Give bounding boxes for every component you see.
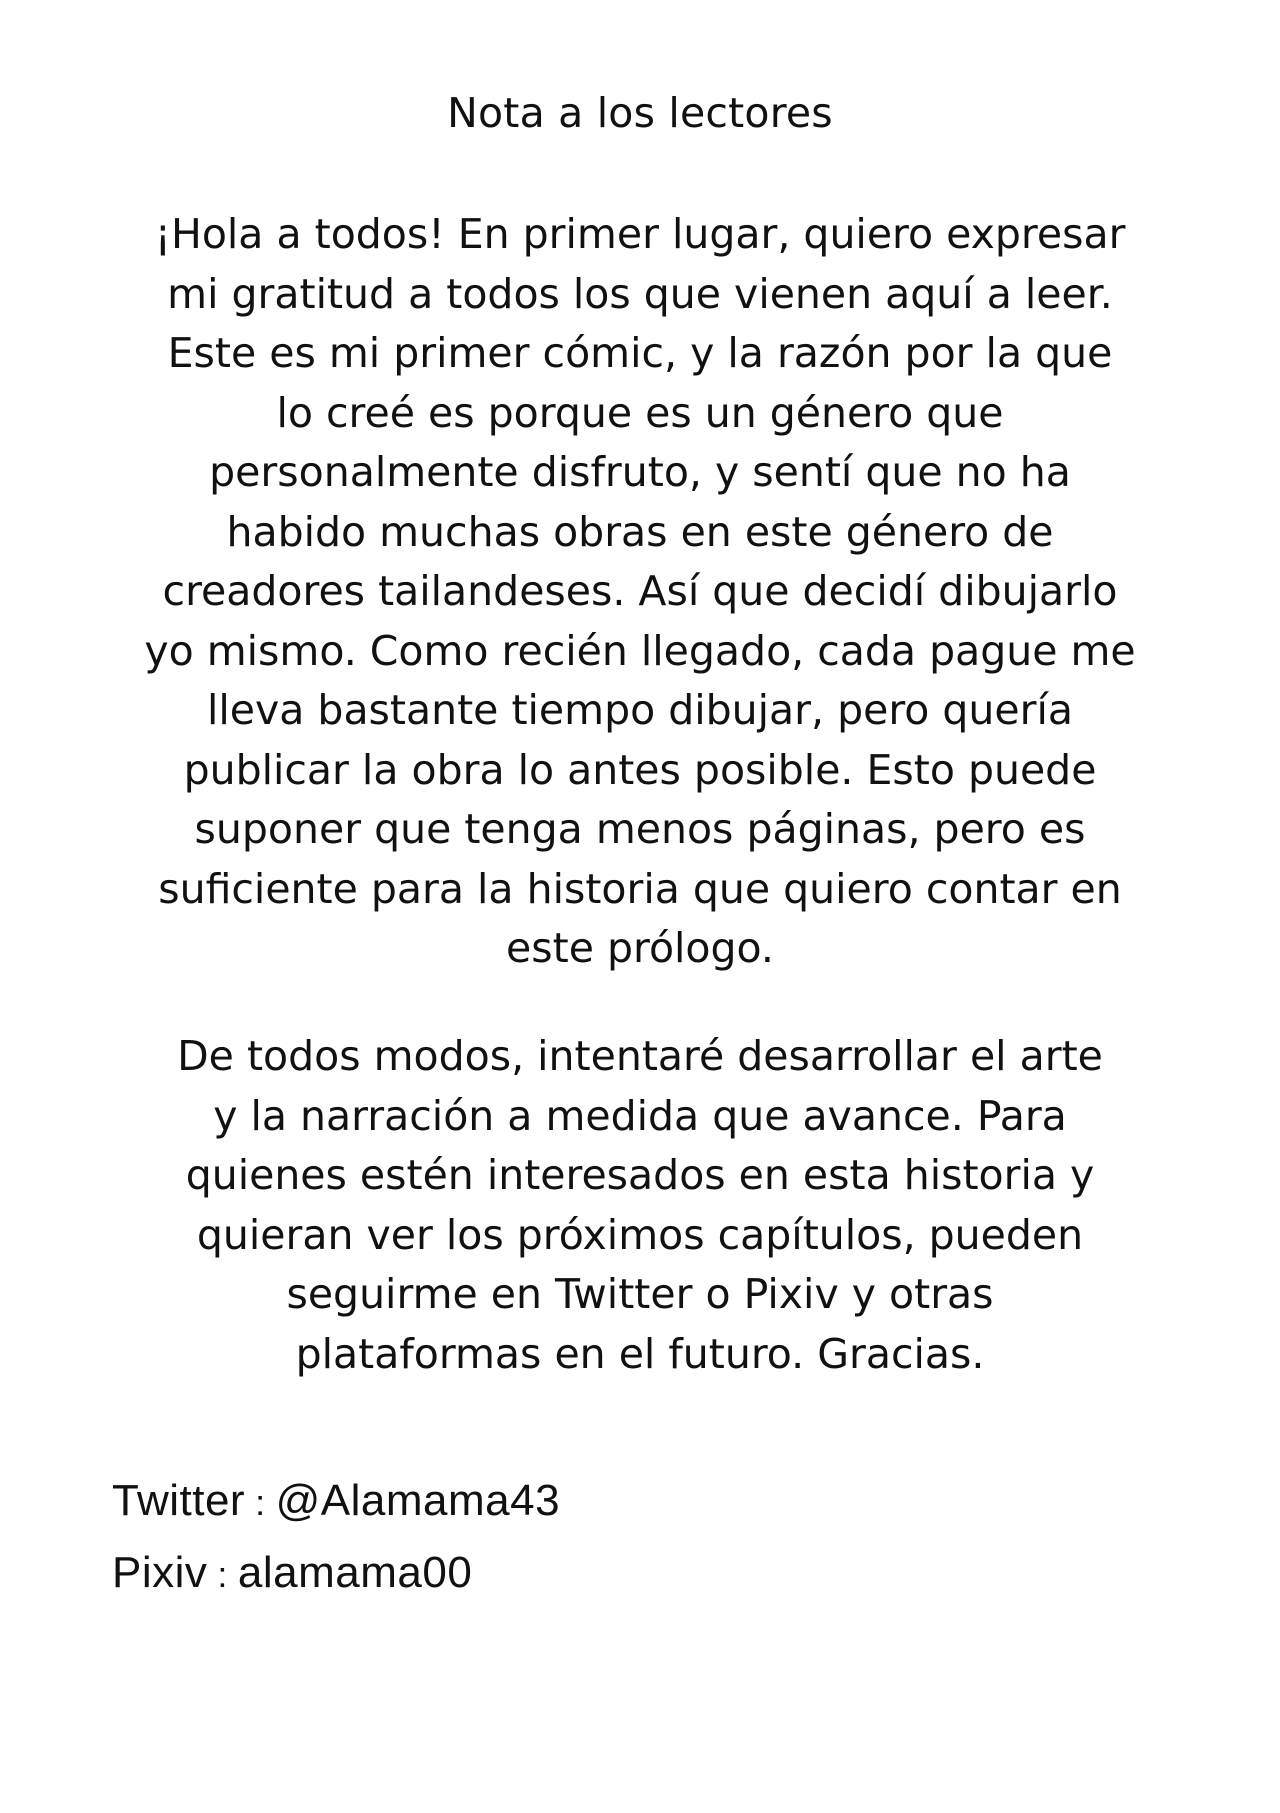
- pixiv-handle: alamama00: [237, 1548, 473, 1597]
- text-line: De todos modos, intentaré desarrollar el arte: [177, 1032, 1103, 1080]
- page-title: Nota a los lectores: [447, 89, 833, 137]
- text-line: plataformas en el futuro. Gracias.: [295, 1329, 985, 1378]
- contact-separator: :: [255, 1482, 266, 1523]
- text-line: quienes estén interesados en esta historia y: [185, 1151, 1095, 1199]
- paragraph-intro: [0, 205, 1280, 979]
- contact-separator: :: [217, 1554, 228, 1595]
- text-line: y la narración a medida que avance. Para: [213, 1091, 1067, 1140]
- text-line: este prólogo.: [506, 924, 774, 972]
- text-line: suponer que tenga menos páginas, pero es: [194, 805, 1086, 853]
- text-line: lo creé es porque es un género que: [276, 388, 1004, 437]
- text-line: ¡Hola a todos! En primer lugar, quiero expresar: [154, 210, 1126, 258]
- text-line: quieran ver los próximos capítulos, pueden: [196, 1210, 1084, 1259]
- text-line: yo mismo. Como recién llegado, cada pague me: [144, 626, 1136, 675]
- twitter-handle: @Alamama43: [275, 1476, 561, 1525]
- paragraph-closing: [0, 1027, 1280, 1384]
- text-line: suficiente para la historia que quiero contar en: [158, 864, 1122, 913]
- contact-twitter: [112, 1466, 560, 1538]
- text-line: seguirme en Twitter o Pixiv y otras: [286, 1270, 994, 1318]
- text-line: habido muchas obras en este género de: [226, 507, 1054, 556]
- text-line: mi gratitud a todos los que vienen aquí a leer.: [167, 269, 1113, 318]
- text-line: personalmente disfruto, y sentí que no ha: [209, 448, 1071, 496]
- text-line: lleva bastante tiempo dibujar, pero quería: [206, 686, 1074, 734]
- text-line: Este es mi primer cómic, y la razón por la que: [167, 329, 1113, 377]
- contact-pixiv: [112, 1538, 560, 1610]
- text-line: publicar la obra lo antes posible. Esto puede: [183, 745, 1097, 794]
- contact-label: Pixiv: [112, 1548, 208, 1597]
- text-line: creadores tailandeses. Así que decidí dibujarlo: [162, 567, 1118, 615]
- contact-list: [112, 1466, 560, 1610]
- contact-label: Twitter: [112, 1476, 246, 1525]
